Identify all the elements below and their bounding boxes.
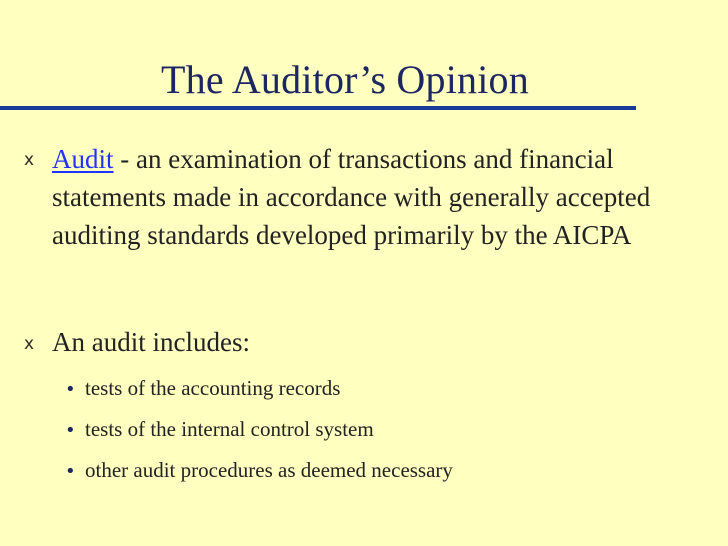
list-item: [65, 409, 453, 450]
audit-definition: [52, 140, 722, 254]
bullet-marker: x: [24, 150, 35, 170]
audit-includes-list: [65, 368, 453, 491]
list-item: [65, 450, 453, 491]
slide-title: The Auditor’s Opinion: [161, 57, 529, 102]
bullet-dot-icon: •: [65, 379, 76, 400]
list-item-text: other audit procedures as deemed necessary: [85, 458, 453, 482]
list-item: [65, 368, 453, 409]
audit-link[interactable]: Audit: [52, 144, 114, 174]
audit-definition-text: - an examination of transactions and financial statements made in accordance with generally accepted auditing standards developed primarily by the AICPA: [52, 144, 651, 250]
audit-includes-heading: An audit includes:: [52, 327, 250, 357]
title-underline: [0, 106, 636, 110]
bullet-marker: x: [24, 334, 35, 354]
bullet-dot-icon: •: [65, 420, 76, 441]
bullet-dot-icon: •: [65, 461, 76, 482]
list-item-text: tests of the internal control system: [85, 417, 374, 441]
list-item-text: tests of the accounting records: [85, 376, 341, 400]
